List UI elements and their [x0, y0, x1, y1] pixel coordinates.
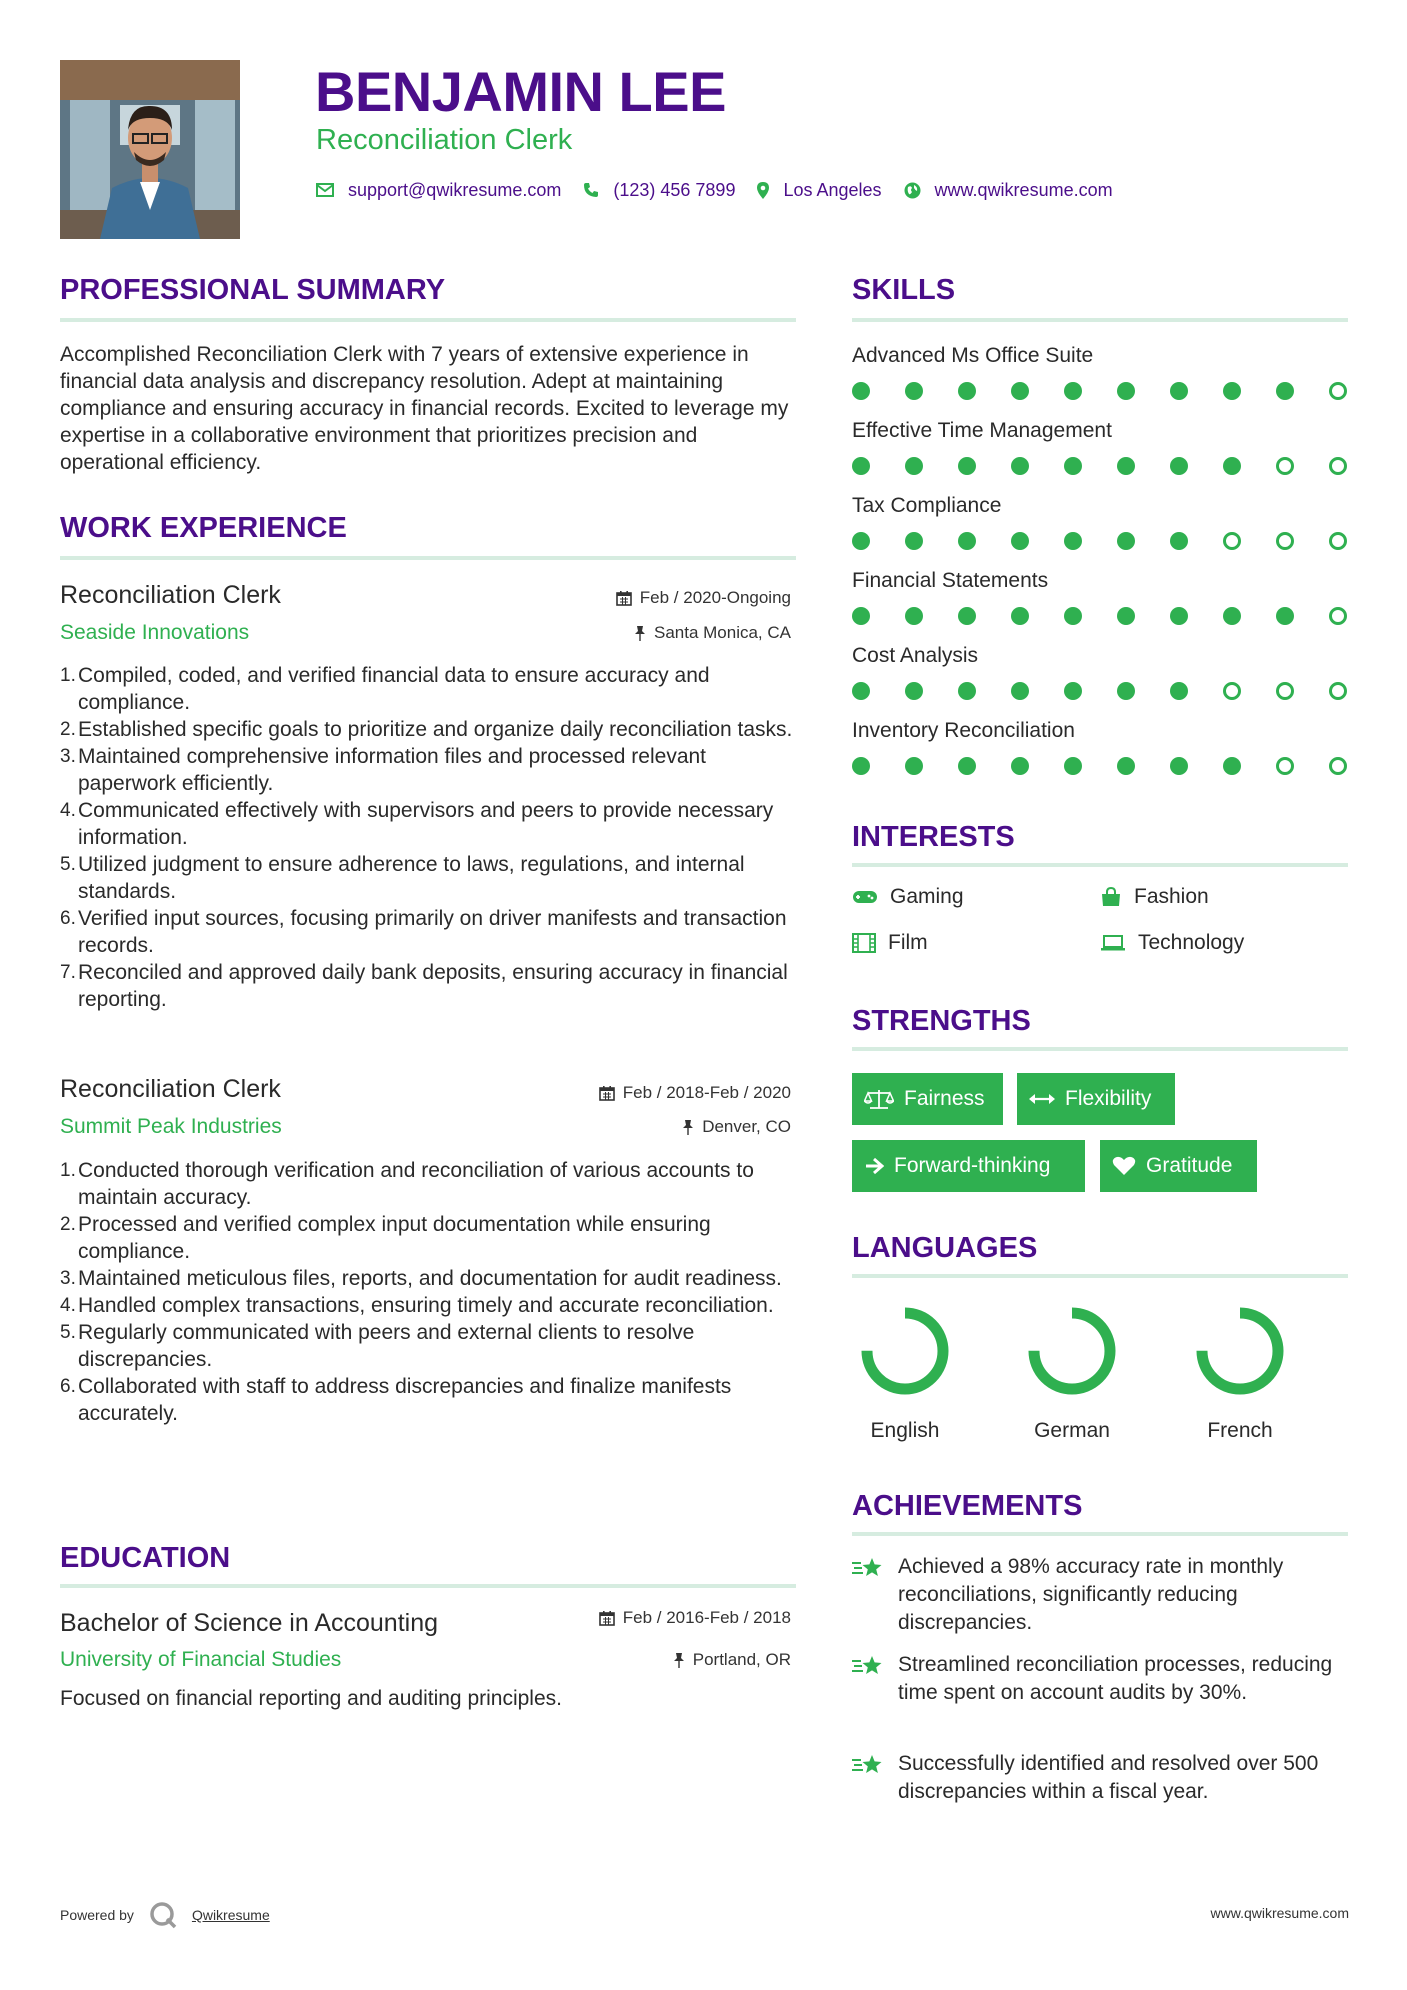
duty-item: Utilized judgment to ensure adherence to laws, regulations, and internal standards. [78, 853, 745, 903]
website-text[interactable]: www.qwikresume.com [934, 179, 1113, 200]
strength-label: Flexibility [1065, 1087, 1152, 1110]
envelope-icon [316, 183, 334, 197]
skill-dot-empty [1329, 382, 1347, 400]
job-2-duties [60, 1157, 795, 1427]
job-1-dates-text: Feb / 2020-Ongoing [639, 588, 791, 607]
skill-dot-filled [958, 757, 976, 775]
skill-dot-filled [1064, 457, 1082, 475]
interests-heading: INTERESTS [852, 821, 1015, 853]
pushpin-icon [673, 1652, 685, 1668]
skill-dot-filled [1170, 382, 1188, 400]
language-english [845, 1303, 965, 1443]
skill-dot-filled [905, 607, 923, 625]
interest-film [852, 930, 928, 956]
contact-location [757, 180, 881, 201]
skill-dot-filled [1170, 757, 1188, 775]
duty-item: Maintained meticulous files, reports, and documentation for audit readiness. [78, 1267, 782, 1290]
language-french [1180, 1303, 1300, 1443]
laptop-icon [1100, 934, 1126, 952]
skill-dot-filled [958, 607, 976, 625]
interest-technology [1100, 930, 1244, 956]
contact-website[interactable] [904, 180, 1113, 201]
education-location [480, 1650, 791, 1670]
skill-dot-empty [1329, 532, 1347, 550]
summary-text: Accomplished Reconciliation Clerk with 7 years of extensive experience in financial data analysis and discrepancy resolution. Adept at maintaining compliance and ensuring accuracy in financial records. Excited to leverage my expertise in a collaborative environment that prioritizes precision and operational efficiency. [60, 343, 789, 474]
skill-dot-filled [1223, 607, 1241, 625]
skill-dot-filled [1117, 757, 1135, 775]
duty-item: Conducted thorough verification and reconciliation of various accounts to maintain accuracy. [78, 1159, 754, 1209]
strengths-divider [852, 1047, 1348, 1051]
language-label: German [1034, 1419, 1110, 1442]
job-1-dates [480, 588, 791, 608]
duty-item: Handled complex transactions, ensuring timely and accurate reconciliation. [78, 1294, 774, 1317]
interest-label: Fashion [1134, 885, 1209, 908]
job-1-location-text: Santa Monica, CA [653, 623, 791, 642]
interest-label: Technology [1138, 931, 1245, 954]
skill-name: Cost Analysis [852, 644, 979, 667]
strength-label: Forward-thinking [894, 1154, 1051, 1177]
skill-dot-filled [1117, 682, 1135, 700]
job-2-title: Reconciliation Clerk [60, 1075, 281, 1103]
education-dates [480, 1608, 791, 1628]
gamepad-icon [852, 889, 878, 905]
arrow-right-icon [864, 1157, 884, 1175]
skill-dot-filled [958, 457, 976, 475]
achievement-item [852, 1553, 1342, 1637]
language-level-ring [1192, 1303, 1288, 1399]
skill-dot-filled [852, 532, 870, 550]
phone-icon [583, 182, 599, 198]
strength-label: Fairness [904, 1087, 985, 1110]
skill-dot-filled [958, 682, 976, 700]
language-label: French [1207, 1419, 1273, 1442]
skill-dot-filled [1276, 382, 1294, 400]
skill-dot-filled [1064, 607, 1082, 625]
interest-label: Gaming [890, 885, 964, 908]
skill-dot-filled [1011, 457, 1029, 475]
candidate-name: BENJAMIN LEE [315, 60, 726, 123]
education-degree: Bachelor of Science in Accounting [60, 1609, 439, 1637]
job-2-location [480, 1117, 791, 1137]
skill-dot-filled [1011, 382, 1029, 400]
contact-phone[interactable] [583, 180, 735, 201]
qwikresume-logo-icon [148, 1900, 178, 1930]
job-1-location [480, 623, 791, 643]
profile-photo-image [60, 60, 240, 239]
education-description: Focused on financial reporting and auditing principles. [60, 1687, 562, 1710]
interest-label: Film [888, 931, 928, 954]
job-2-dates-text: Feb / 2018-Feb / 2020 [622, 1083, 791, 1102]
strengths-heading: STRENGTHS [852, 1005, 1031, 1037]
skill-dot-filled [852, 682, 870, 700]
education-school: University of Financial Studies [60, 1648, 342, 1671]
duty-item: Compiled, coded, and verified financial data to ensure accuracy and compliance. [78, 664, 710, 714]
skill-dot-empty [1276, 532, 1294, 550]
summary-heading: PROFESSIONAL SUMMARY [60, 274, 446, 306]
job-1-duties [60, 662, 795, 1013]
skill-dot-filled [1170, 532, 1188, 550]
experience-heading: WORK EXPERIENCE [60, 512, 347, 544]
skill-dot-empty [1329, 682, 1347, 700]
footer-powered-by [60, 1900, 270, 1930]
experience-divider [60, 556, 796, 560]
balance-scale-icon [864, 1088, 894, 1110]
profile-photo [60, 60, 240, 239]
language-level-ring [1024, 1303, 1120, 1399]
job-2-location-text: Denver, CO [702, 1117, 791, 1136]
skill-dot-filled [852, 382, 870, 400]
duty-item: Reconciled and approved daily bank deposits, ensuring accuracy in financial reporting. [78, 961, 788, 1011]
language-level-ring [857, 1303, 953, 1399]
skill-dot-filled [1117, 532, 1135, 550]
skill-name: Tax Compliance [852, 494, 1002, 517]
heart-icon [1112, 1156, 1136, 1176]
duty-item: Processed and verified complex input documentation while ensuring compliance. [78, 1213, 711, 1263]
skill-dot-empty [1329, 607, 1347, 625]
job-2-dates [480, 1083, 791, 1103]
skill-rating [852, 532, 1352, 552]
calendar-icon [599, 1085, 615, 1101]
language-level-arc [1202, 1313, 1278, 1389]
skill-dot-filled [905, 457, 923, 475]
skill-dot-filled [1223, 382, 1241, 400]
skill-dot-empty [1276, 682, 1294, 700]
skill-dot-empty [1223, 532, 1241, 550]
arrows-horizontal-icon [1029, 1093, 1055, 1105]
skill-dot-filled [905, 682, 923, 700]
skill-dot-filled [905, 382, 923, 400]
skills-divider [852, 318, 1348, 322]
calendar-icon [599, 1610, 615, 1626]
duty-item: Established specific goals to prioritize and organize daily reconciliation tasks. [78, 718, 793, 741]
job-1-title: Reconciliation Clerk [60, 581, 281, 609]
contact-bar [316, 178, 1135, 202]
achievement-text: Achieved a 98% accuracy rate in monthly reconciliations, significantly reducing discrepancies. [898, 1555, 1284, 1634]
skill-rating [852, 382, 1352, 402]
strength-chip-gratitude [1100, 1140, 1257, 1192]
skill-rating [852, 457, 1352, 477]
calendar-icon [616, 590, 632, 606]
footer-website[interactable]: www.qwikresume.com [1210, 1905, 1349, 1921]
skill-dot-empty [1276, 457, 1294, 475]
strength-label: Gratitude [1146, 1154, 1233, 1177]
interests-divider [852, 863, 1348, 867]
job-1-company: Seaside Innovations [60, 621, 250, 644]
pushpin-icon [682, 1119, 694, 1135]
summary-divider [60, 318, 796, 322]
brand-link[interactable]: Qwikresume [191, 1907, 270, 1923]
language-label: English [870, 1419, 940, 1442]
skill-dot-filled [1170, 457, 1188, 475]
skill-dot-filled [1011, 607, 1029, 625]
skill-dot-filled [1011, 757, 1029, 775]
languages-divider [852, 1274, 1348, 1278]
skill-dot-filled [852, 757, 870, 775]
skill-dot-filled [905, 532, 923, 550]
skill-rating [852, 757, 1352, 777]
skill-dot-filled [1064, 682, 1082, 700]
duty-item: Regularly communicated with peers and external clients to resolve discrepancies. [78, 1321, 695, 1371]
shooting-star-icon [852, 1653, 884, 1679]
skill-dot-filled [905, 757, 923, 775]
skill-name: Financial Statements [852, 569, 1049, 592]
skill-dot-filled [958, 532, 976, 550]
achievement-item [852, 1750, 1342, 1806]
skill-dot-filled [1276, 607, 1294, 625]
achievement-text: Successfully identified and resolved over 500 discrepancies within a fiscal year. [898, 1752, 1319, 1803]
skill-dot-empty [1329, 457, 1347, 475]
skill-name: Effective Time Management [852, 419, 1112, 442]
duty-item: Communicated effectively with supervisors and peers to provide necessary information. [78, 799, 774, 849]
achievement-text: Streamlined reconciliation processes, reducing time spent on account audits by 30%. [898, 1653, 1333, 1704]
education-dates-text: Feb / 2016-Feb / 2018 [622, 1608, 791, 1627]
contact-email[interactable] [316, 180, 561, 201]
education-divider [60, 1584, 796, 1588]
strength-chip-flexibility [1017, 1073, 1175, 1125]
skill-dot-filled [1223, 757, 1241, 775]
skill-dot-filled [1117, 457, 1135, 475]
duty-item: Maintained comprehensive information files and processed relevant paperwork efficiently. [78, 745, 707, 795]
globe-icon [904, 182, 921, 199]
job-2-company: Summit Peak Industries [60, 1115, 282, 1138]
skill-dot-empty [1329, 757, 1347, 775]
skill-name: Inventory Reconciliation [852, 719, 1075, 742]
skill-dot-filled [1117, 382, 1135, 400]
powered-by-text: Powered by [60, 1907, 134, 1923]
skill-dot-filled [852, 457, 870, 475]
skill-dot-filled [1170, 682, 1188, 700]
location-text: Los Angeles [783, 179, 882, 200]
education-location-text: Portland, OR [692, 1650, 791, 1669]
skill-rating [852, 682, 1352, 702]
education-heading: EDUCATION [60, 1542, 231, 1574]
skill-dot-filled [852, 607, 870, 625]
strength-chip-fairness [852, 1073, 1003, 1125]
map-marker-icon [757, 182, 769, 199]
skill-dot-filled [1117, 607, 1135, 625]
skill-dot-empty [1223, 682, 1241, 700]
skill-dot-filled [1011, 682, 1029, 700]
language-level-arc [867, 1313, 943, 1389]
interest-gaming [852, 884, 964, 910]
phone-text[interactable]: (123) 456 7899 [613, 179, 736, 200]
skill-dot-filled [1170, 607, 1188, 625]
strength-chip-forward-thinking [852, 1140, 1085, 1192]
shopping-bag-icon [1100, 887, 1122, 907]
skill-rating [852, 607, 1352, 627]
pushpin-icon [634, 625, 646, 641]
film-icon [852, 933, 876, 953]
achievements-divider [852, 1532, 1348, 1536]
skills-heading: SKILLS [852, 274, 956, 306]
interest-fashion [1100, 884, 1209, 910]
languages-heading: LANGUAGES [852, 1232, 1038, 1264]
shooting-star-icon [852, 1752, 884, 1778]
duty-item: Verified input sources, focusing primarily on driver manifests and transaction records. [78, 907, 787, 957]
achievement-item [852, 1651, 1342, 1707]
skill-dot-filled [1223, 457, 1241, 475]
achievements-heading: ACHIEVEMENTS [852, 1490, 1083, 1522]
skill-dot-filled [1064, 757, 1082, 775]
skill-dot-empty [1276, 757, 1294, 775]
skill-dot-filled [1011, 532, 1029, 550]
candidate-role: Reconciliation Clerk [316, 124, 573, 156]
language-german [1012, 1303, 1132, 1443]
skill-dot-filled [1064, 382, 1082, 400]
skill-dot-filled [958, 382, 976, 400]
duty-item: Collaborated with staff to address discrepancies and finalize manifests accurately. [78, 1375, 732, 1425]
shooting-star-icon [852, 1555, 884, 1581]
skill-name: Advanced Ms Office Suite [852, 344, 1094, 367]
skill-dot-filled [1064, 532, 1082, 550]
email-text[interactable]: support@qwikresume.com [348, 179, 562, 200]
language-level-arc [1034, 1313, 1110, 1389]
